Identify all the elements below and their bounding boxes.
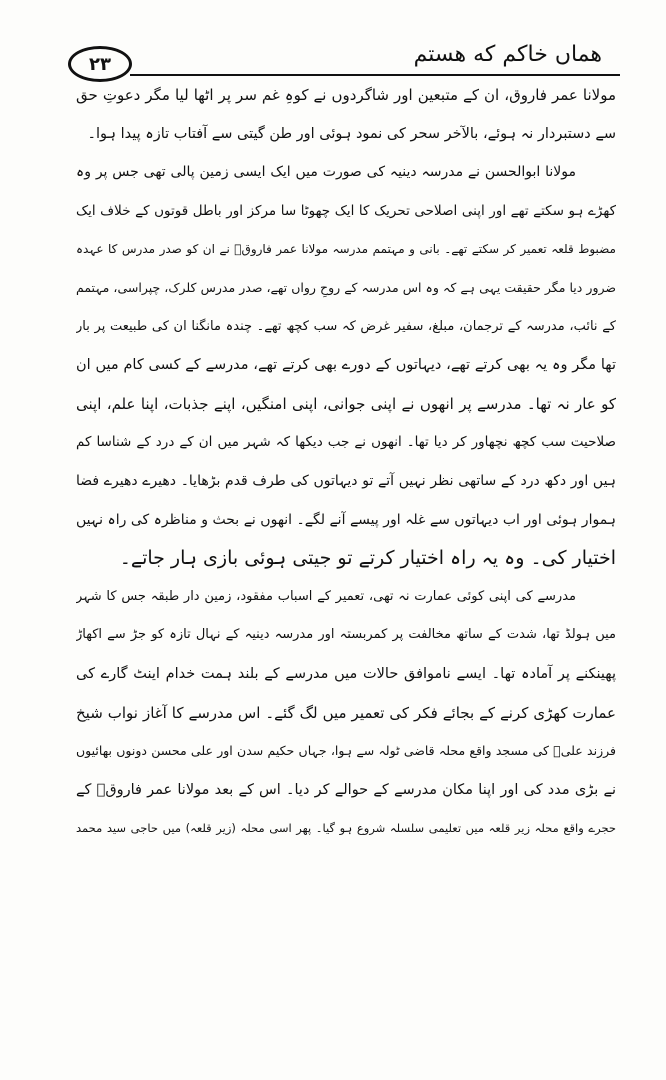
text-line: عمارت کھڑی کرنے کے بجائے فکر کی تعمیر میں لگ گئے۔ اس مدرسے کا آغاز نواب شیخ	[76, 703, 616, 722]
text-line: مدرسے کی اپنی کوئی عمارت نہ تھی، تعمیر کے اسباب مفقود، زمین دار طبقہ جس کا شہر	[76, 588, 576, 604]
text-line: سے دستبردار نہ ہوئے، بالآخر سحر کی نمود ہوئی اور طن گیتی سے آفتاب تازہ پیدا ہوا۔	[87, 125, 616, 142]
text-line: ہیں اور دکھ درد کے ساتھی نظر نہیں آتے تو دیہاتوں کی طرف قدم بڑھایا۔ دھیرے دھیرے فضا	[76, 472, 616, 489]
text-line: تھا مگر وہ یہ بھی کرتے تھے، دیہاتوں کے دورے بھی کرتے تھے، مدرسے کے کسی کام میں ان	[76, 357, 616, 374]
text-line: اختیار کی۔ وہ یہ راہ اختیار کرتے تو جیتی ہوئی بازی ہار جاتے۔	[119, 547, 616, 570]
text-line: میں ہولڈ تھا، شدت کے ساتھ مخالفت پر کمربستہ اور مدرسہ دینیہ کے نہال تازہ کو جڑ سے اکھاڑ	[76, 627, 616, 643]
text-line: ضرور دیا مگر حقیقت یہی ہے کہ وہ اس مدرسہ کے روحِ رواں تھے، صدر مدرس کلرک، چپراسی، مہتمم	[76, 279, 616, 295]
text-line: کھڑے ہو سکتے تھے اور اپنی اصلاحی تحریک کا ایک چھوٹا سا مرکز اور باطل قوتوں کے خلاف ایک	[76, 202, 616, 219]
text-line: پھینکنے پر آمادہ تھا۔ ایسے ناموافق حالات میں مدرسے کے بلند ہمت خدام اینٹ گارے کی	[76, 665, 616, 682]
text-line: نے بڑی مدد کی اور اپنا مکان مدرسے کے حوالے کر دیا۔ اس کے بعد مولانا عمر فاروقؒ کے	[76, 781, 616, 798]
text-line: کے نائب، مدرسہ کے ترجمان، مبلغ، سفیر غرض کہ سب کچھ تھے۔ چندہ مانگنا ان کی طبیعت پر بار	[76, 318, 616, 334]
paragraph	[76, 153, 616, 578]
text-line: کو عار نہ تھا۔ مدرسے پر انھوں نے اپنی جوانی، اپنی امنگیں، اپنے جذبات، اپنا علم، اپنی	[76, 394, 616, 413]
paragraph	[76, 76, 616, 153]
text-line: صلاحیت سب کچھ نچھاور کر دیا تھا۔ انھوں نے جب دیکھا کہ شہر میں ان کے درد کے شناسا کم	[76, 434, 616, 451]
text-line: مولانا ابوالحسن نے مدرسہ دینیہ کی صورت میں ایک ایسی زمین پالی تھی جس پر وہ	[76, 164, 576, 181]
body-text	[76, 76, 616, 848]
paragraph	[76, 578, 616, 848]
text-line: فرزند علیؒ کی مسجد واقع محلہ قاضی ٹولہ سے ہوا، جہاں حکیم سدن اور علی محسن دونوں بھائیوں	[76, 743, 616, 759]
text-line: مضبوط قلعہ تعمیر کر سکتے تھے۔ بانی و مہتمم مدرسہ مولانا عمر فاروقؒ نے ان کو صدر مدرس کا عہدہ	[76, 242, 616, 257]
text-line: مولانا عمر فاروق، ان کے متبعین اور شاگردوں نے کوہِ غم سر پر اٹھا لیا مگر دعوتِ حق	[76, 86, 616, 104]
page-number: ۲۳	[68, 46, 132, 82]
text-line: حجرے واقع محلہ زیر قلعہ میں تعلیمی سلسلہ شروع ہو گیا۔ پھر اسی محلہ (زیر قلعہ) میں حاجی سید محمد	[76, 821, 616, 836]
text-line: ہموار ہوئی اور اب دیہاتوں سے غلہ اور پیسے آنے لگے۔ انھوں نے بحث و مناظرہ کی راہ نہیں	[76, 511, 616, 528]
running-title: هماں خاکم که هستم	[413, 42, 602, 67]
